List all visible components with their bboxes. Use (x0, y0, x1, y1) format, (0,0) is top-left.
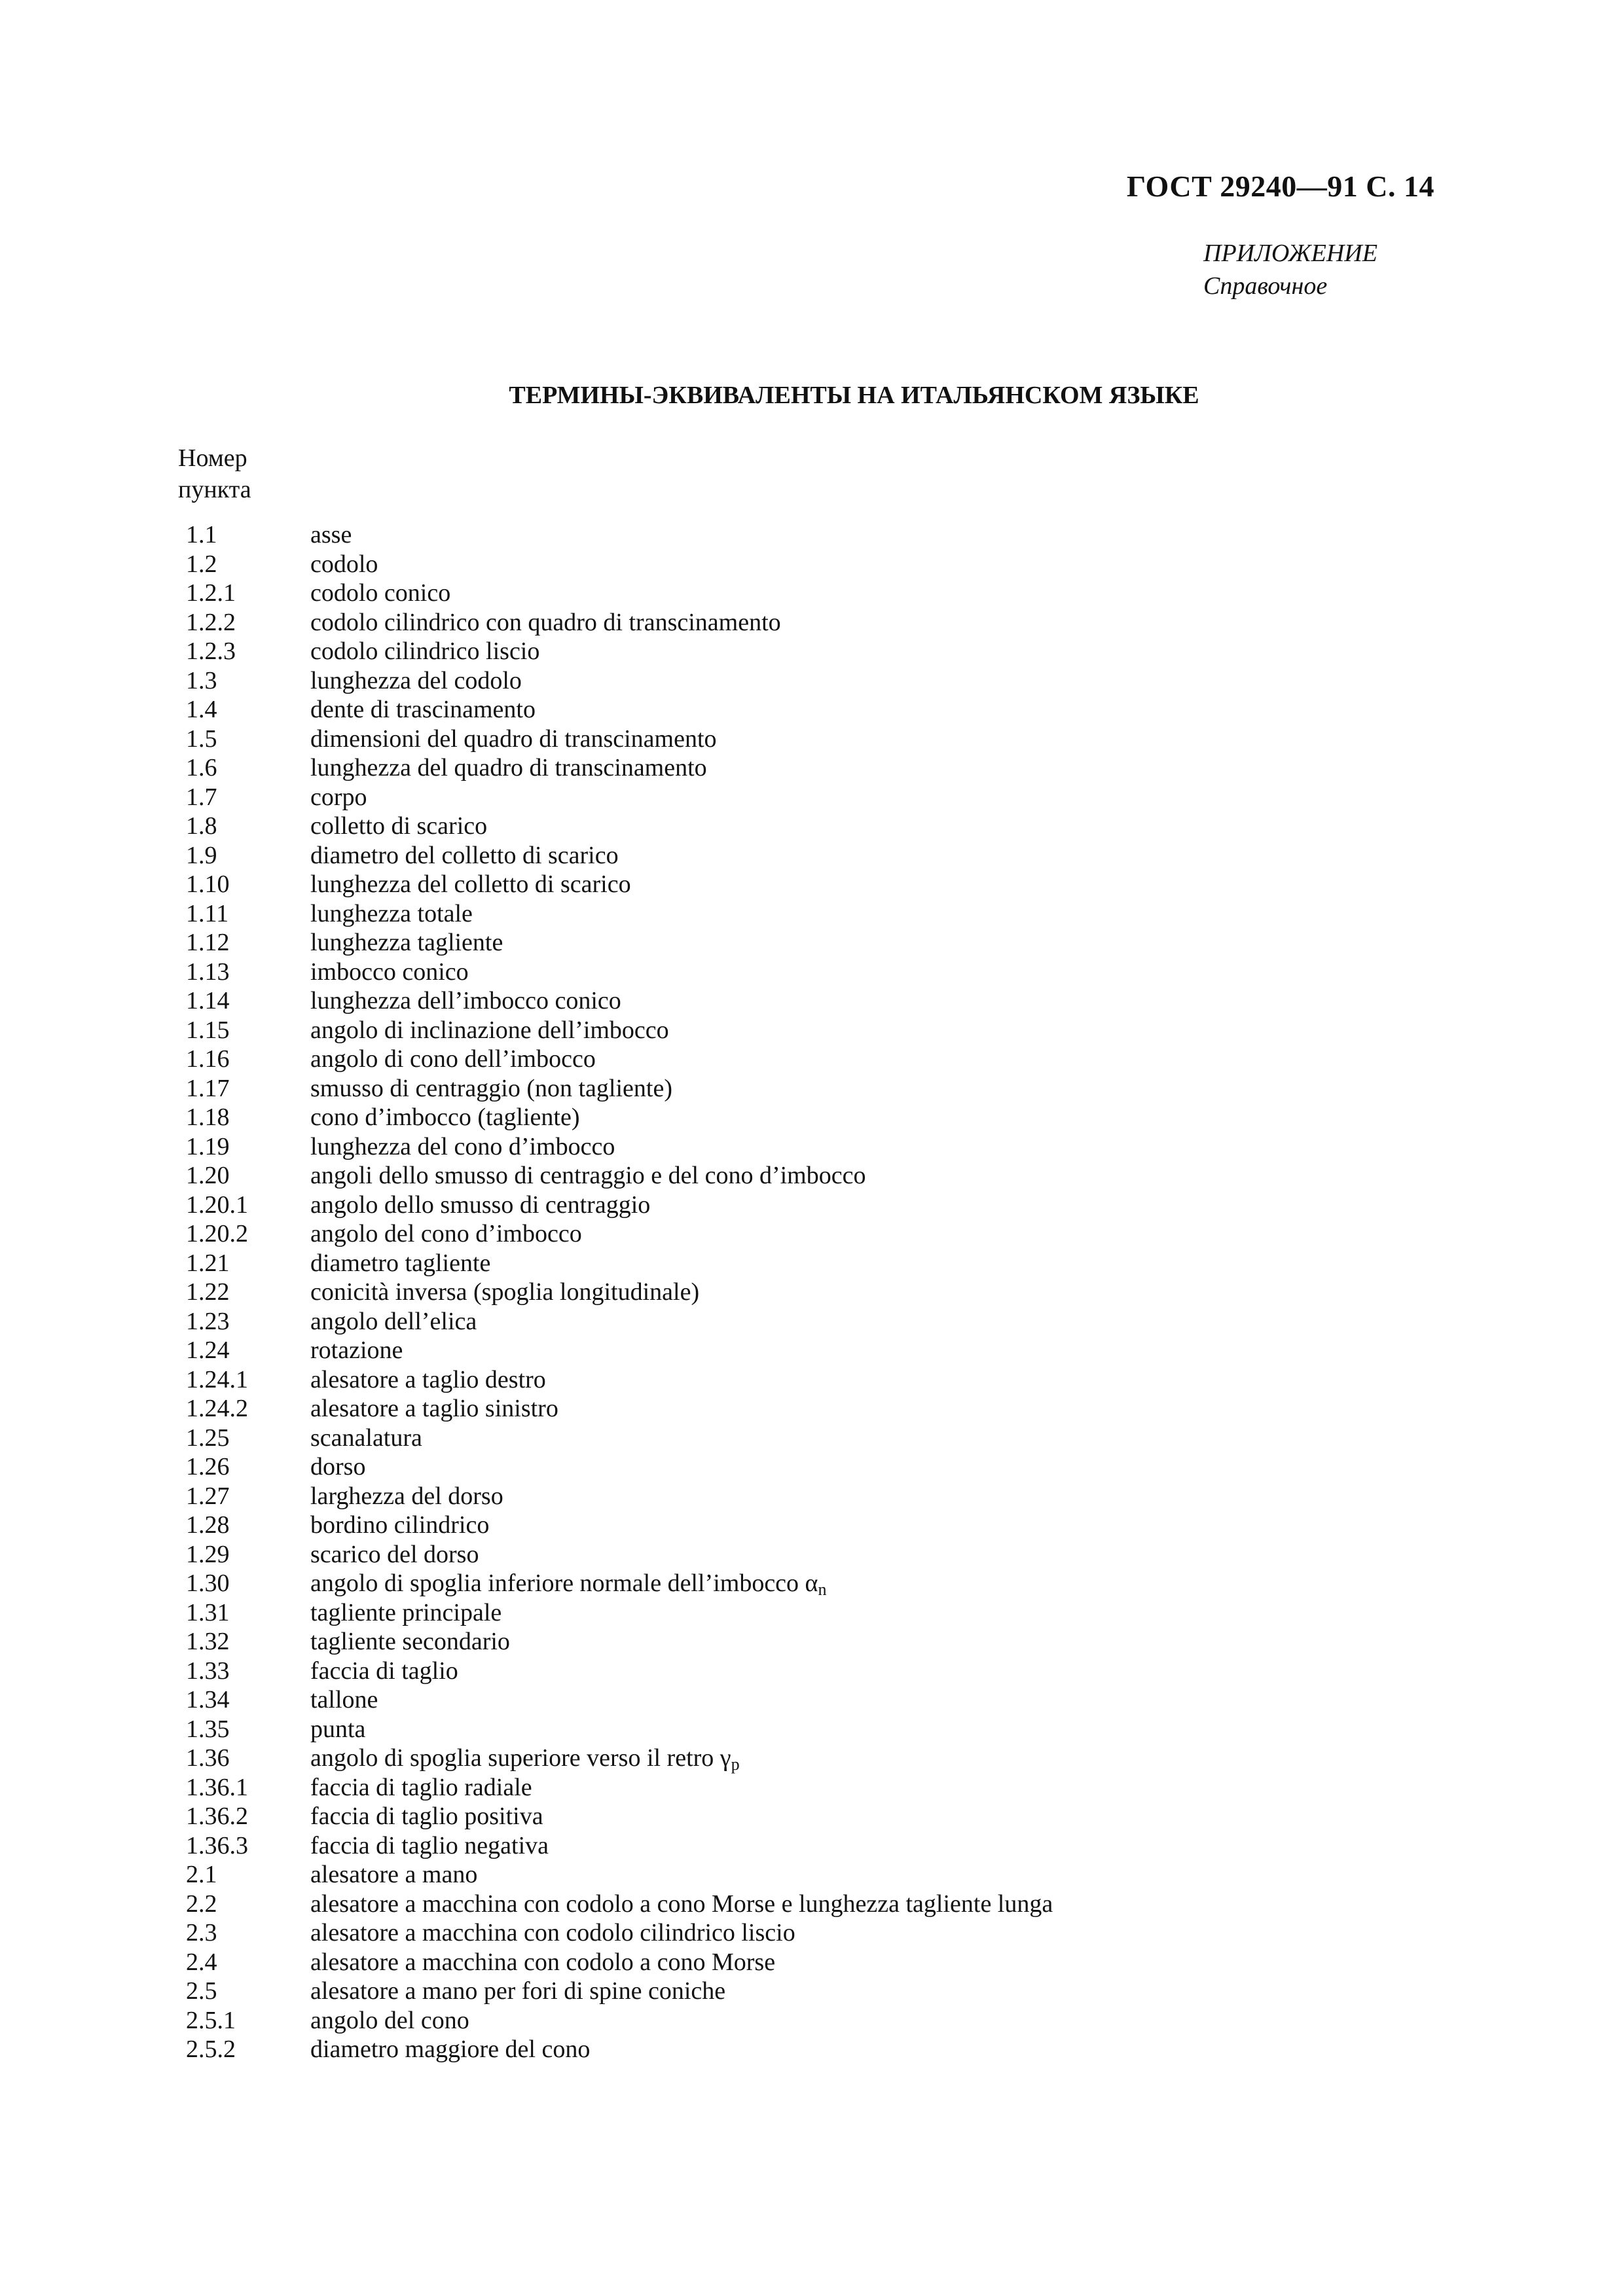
term-text-wrap (310, 1598, 501, 1628)
term-text-wrap (310, 1336, 403, 1365)
term-number: 1.3 (186, 666, 217, 694)
term-number: 1.2.1 (186, 579, 236, 607)
term-text: alesatore a taglio sinistro (310, 1395, 558, 1422)
term-number: 1.36.2 (186, 1803, 248, 1830)
term-text: corpo (310, 783, 367, 811)
term-row (186, 1307, 1053, 1336)
term-number: 1.19 (186, 1132, 230, 1160)
term-text-wrap (310, 1394, 558, 1424)
term-number: 1.27 (186, 1482, 230, 1510)
term-number: 1.28 (186, 1511, 230, 1539)
term-text: lunghezza del codolo (310, 666, 522, 694)
term-text-wrap (310, 1977, 725, 2006)
term-number: 1.34 (186, 1686, 230, 1713)
term-text: smusso di centraggio (non tagliente) (310, 1074, 672, 1102)
term-text: imbocco conico (310, 958, 469, 986)
term-text-wrap (310, 725, 717, 754)
term-number: 1.1 (186, 521, 217, 548)
term-number: 1.13 (186, 958, 230, 986)
term-row (186, 550, 1053, 579)
term-row (186, 1627, 1053, 1657)
term-text: scarico del dorso (310, 1540, 479, 1568)
term-row (186, 1074, 1053, 1103)
term-row (186, 666, 1053, 696)
term-number: 1.24.2 (186, 1395, 248, 1422)
term-text: lunghezza del cono d’imbocco (310, 1132, 615, 1160)
term-row (186, 2035, 1053, 2064)
term-row (186, 579, 1053, 608)
term-text: lunghezza del quadro di transcinamento (310, 754, 707, 781)
term-text: larghezza del dorso (310, 1482, 503, 1510)
term-row (186, 1802, 1053, 1831)
term-row (186, 1482, 1053, 1511)
term-text-wrap (310, 1103, 580, 1132)
term-text: codolo cilindrico con quadro di transcinamento (310, 608, 781, 636)
term-row (186, 1773, 1053, 1803)
term-row (186, 783, 1053, 812)
term-text-wrap (310, 1191, 650, 1220)
term-number: 1.9 (186, 841, 217, 869)
appendix-label-block (1203, 237, 1377, 302)
term-row (186, 1365, 1053, 1395)
term-text: alesatore a macchina con codolo cilindrico liscio (310, 1919, 795, 1946)
term-text-wrap (310, 695, 536, 725)
term-text-wrap (310, 986, 621, 1016)
term-text-wrap (310, 870, 631, 899)
document-code: ГОСТ 29240—91 С. 14 (1126, 170, 1434, 203)
term-text-wrap (310, 1161, 866, 1191)
term-text: lunghezza del colletto di scarico (310, 870, 631, 898)
term-number: 1.26 (186, 1453, 230, 1480)
term-text-wrap (310, 1452, 365, 1482)
appendix-type: Справочное (1203, 272, 1328, 300)
term-text: codolo conico (310, 579, 451, 607)
term-number: 1.5 (186, 725, 217, 753)
term-text: angolo del cono d’imbocco (310, 1220, 582, 1247)
term-row (186, 986, 1053, 1016)
term-number: 1.31 (186, 1598, 230, 1626)
term-text: dorso (310, 1453, 366, 1480)
term-row (186, 1219, 1053, 1249)
term-number: 1.12 (186, 929, 230, 956)
term-subscript: p (731, 1755, 740, 1774)
term-number: 1.4 (186, 696, 217, 723)
term-row (186, 1657, 1053, 1686)
term-row (186, 1452, 1053, 1482)
term-text-wrap (310, 1773, 532, 1803)
term-number: 1.20.2 (186, 1220, 248, 1247)
term-row (186, 1598, 1053, 1628)
term-row (186, 1249, 1053, 1278)
term-text-wrap (310, 1482, 503, 1511)
term-text: faccia di taglio negativa (310, 1831, 549, 1859)
term-row (186, 1977, 1053, 2006)
term-number: 1.36.1 (186, 1773, 248, 1801)
appendix-label: ПРИЛОЖЕНИЕ (1203, 240, 1377, 267)
term-row (186, 1860, 1053, 1890)
term-text: angolo del cono (310, 2006, 469, 2034)
term-row (186, 1336, 1053, 1365)
term-text: codolo (310, 550, 378, 578)
term-number: 1.25 (186, 1424, 230, 1452)
term-text: punta (310, 1715, 366, 1743)
term-text-wrap (310, 1860, 477, 1890)
term-text-wrap (310, 1948, 775, 1977)
term-text: cono d’imbocco (tagliente) (310, 1103, 580, 1131)
page-title: ТЕРМИНЫ-ЭКВИВАЛЕНТЫ НА ИТАЛЬЯНСКОМ ЯЗЫКЕ (509, 382, 1199, 409)
term-number: 1.23 (186, 1307, 230, 1335)
term-text-wrap (310, 753, 707, 783)
term-text-wrap (310, 1744, 740, 1773)
term-text: lunghezza tagliente (310, 929, 503, 956)
term-number: 1.2 (186, 550, 217, 578)
term-text: dimensioni del quadro di transcinamento (310, 725, 717, 753)
term-number: 1.33 (186, 1657, 230, 1685)
term-text: lunghezza dell’imbocco conico (310, 987, 621, 1014)
term-text-wrap (310, 637, 539, 666)
term-number: 1.22 (186, 1278, 230, 1306)
term-row (186, 2006, 1053, 2036)
term-text-wrap (310, 2035, 590, 2064)
term-text-wrap (310, 1627, 510, 1657)
term-row (186, 1045, 1053, 1074)
term-text: alesatore a mano per fori di spine coniche (310, 1977, 726, 2005)
term-text: diametro maggiore del cono (310, 2036, 591, 2063)
term-number: 2.2 (186, 1890, 217, 1918)
term-number: 1.36 (186, 1744, 230, 1772)
term-row (186, 1569, 1053, 1598)
term-row (186, 1685, 1053, 1715)
term-row (186, 1948, 1053, 1977)
term-text: angolo dello smusso di centraggio (310, 1191, 651, 1219)
term-text: conicità inversa (spoglia longitudinale) (310, 1278, 700, 1306)
term-text-wrap (310, 1365, 546, 1395)
term-text-wrap (310, 1307, 477, 1336)
term-number: 1.20 (186, 1162, 230, 1189)
term-number: 2.5.2 (186, 2036, 236, 2063)
term-number: 1.20.1 (186, 1191, 248, 1219)
term-row (186, 1511, 1053, 1540)
term-number: 1.2.2 (186, 608, 236, 636)
term-number: 1.8 (186, 812, 217, 840)
term-row (186, 1132, 1053, 1162)
term-number: 1.30 (186, 1570, 230, 1597)
term-number: 1.24.1 (186, 1365, 248, 1393)
term-number: 1.6 (186, 754, 217, 781)
term-text: dente di trascinamento (310, 696, 536, 723)
term-text: scanalatura (310, 1424, 422, 1452)
term-text: alesatore a mano (310, 1861, 478, 1888)
term-text-wrap (310, 1511, 489, 1540)
terms-list (186, 520, 1053, 2064)
term-number: 1.32 (186, 1628, 230, 1655)
term-number: 1.15 (186, 1016, 230, 1044)
term-text-wrap (310, 666, 522, 696)
term-row (186, 1918, 1053, 1948)
term-text: tagliente secondario (310, 1628, 510, 1655)
term-text-wrap (310, 1424, 422, 1453)
term-text: colletto di scarico (310, 812, 488, 840)
term-text: alesatore a macchina con codolo a cono Morse (310, 1948, 776, 1976)
column-header-line1: Номер (178, 444, 247, 472)
term-number: 1.7 (186, 783, 217, 811)
term-row (186, 1744, 1053, 1773)
term-row (186, 725, 1053, 754)
term-number: 1.35 (186, 1715, 230, 1743)
term-text: angoli dello smusso di centraggio e del cono d’imbocco (310, 1162, 866, 1189)
term-text: codolo cilindrico liscio (310, 637, 540, 665)
term-text-wrap (310, 1132, 615, 1162)
term-text-wrap (310, 1249, 490, 1278)
term-row (186, 637, 1053, 666)
term-subscript: n (818, 1580, 827, 1599)
term-number: 2.5 (186, 1977, 217, 2005)
term-number: 2.4 (186, 1948, 217, 1976)
term-text: lunghezza totale (310, 899, 473, 927)
term-row (186, 899, 1053, 929)
term-text-wrap (310, 1831, 549, 1861)
term-number: 1.21 (186, 1249, 230, 1277)
term-number: 1.14 (186, 987, 230, 1014)
term-number: 1.17 (186, 1074, 230, 1102)
term-text-wrap (310, 1802, 543, 1831)
term-number: 1.29 (186, 1540, 230, 1568)
term-text: diametro tagliente (310, 1249, 491, 1277)
term-row (186, 695, 1053, 725)
term-text-wrap (310, 1016, 669, 1045)
term-number: 2.3 (186, 1919, 217, 1946)
term-text-wrap (310, 1685, 378, 1715)
term-text-wrap (310, 841, 619, 870)
term-row (186, 1715, 1053, 1744)
term-text-wrap (310, 2006, 469, 2036)
term-row (186, 841, 1053, 870)
term-text: faccia di taglio (310, 1657, 458, 1685)
term-text: alesatore a taglio destro (310, 1365, 546, 1393)
term-text: angolo di cono dell’imbocco (310, 1045, 596, 1073)
term-text: diametro del colletto di scarico (310, 841, 619, 869)
term-text-wrap (310, 928, 503, 958)
term-row (186, 1890, 1053, 1919)
term-number: 2.1 (186, 1861, 217, 1888)
term-text: asse (310, 521, 352, 548)
term-number: 1.10 (186, 870, 230, 898)
term-text: angolo dell’elica (310, 1307, 477, 1335)
term-row (186, 870, 1053, 899)
term-text-wrap (310, 550, 378, 579)
term-text: rotazione (310, 1336, 403, 1364)
term-row (186, 753, 1053, 783)
term-text-wrap (310, 1219, 582, 1249)
term-text-wrap (310, 1569, 826, 1598)
term-row (186, 1016, 1053, 1045)
term-text-wrap (310, 579, 450, 608)
term-text-wrap (310, 1715, 365, 1744)
term-text: bordino cilindrico (310, 1511, 490, 1539)
term-text-wrap (310, 1278, 699, 1307)
term-text-wrap (310, 1918, 795, 1948)
term-row (186, 1424, 1053, 1453)
term-text-wrap (310, 1657, 458, 1686)
term-text: angolo di spoglia inferiore normale dell’imbocco α (310, 1570, 818, 1597)
term-row (186, 1831, 1053, 1861)
term-text-wrap (310, 1045, 596, 1074)
term-text-wrap (310, 608, 781, 637)
term-row (186, 1103, 1053, 1132)
term-row (186, 1191, 1053, 1220)
term-number: 1.18 (186, 1103, 230, 1131)
term-text-wrap (310, 783, 367, 812)
term-row (186, 1394, 1053, 1424)
column-header-line2: пункта (178, 476, 251, 503)
term-row (186, 1540, 1053, 1570)
term-row (186, 1278, 1053, 1307)
term-text-wrap (310, 520, 352, 550)
term-text: faccia di taglio positiva (310, 1803, 543, 1830)
term-number: 1.24 (186, 1336, 230, 1364)
term-text: faccia di taglio radiale (310, 1773, 532, 1801)
term-number: 1.2.3 (186, 637, 236, 665)
term-text: tagliente principale (310, 1598, 502, 1626)
term-text-wrap (310, 958, 469, 987)
term-text-wrap (310, 812, 487, 841)
term-text-wrap (310, 1890, 1053, 1919)
term-text: angolo di spoglia superiore verso il retro γ (310, 1744, 731, 1772)
term-number: 1.11 (186, 899, 229, 927)
term-number: 1.36.3 (186, 1831, 248, 1859)
term-row (186, 958, 1053, 987)
term-row (186, 812, 1053, 841)
term-text-wrap (310, 1074, 672, 1103)
term-row (186, 928, 1053, 958)
term-text: alesatore a macchina con codolo a cono Morse e lunghezza tagliente lunga (310, 1890, 1053, 1918)
term-text: tallone (310, 1686, 378, 1713)
term-row (186, 520, 1053, 550)
column-header (178, 442, 251, 505)
term-text: angolo di inclinazione dell’imbocco (310, 1016, 669, 1044)
term-text-wrap (310, 899, 473, 929)
term-number: 2.5.1 (186, 2006, 236, 2034)
term-row (186, 608, 1053, 637)
term-number: 1.16 (186, 1045, 230, 1073)
term-row (186, 1161, 1053, 1191)
term-text-wrap (310, 1540, 479, 1570)
